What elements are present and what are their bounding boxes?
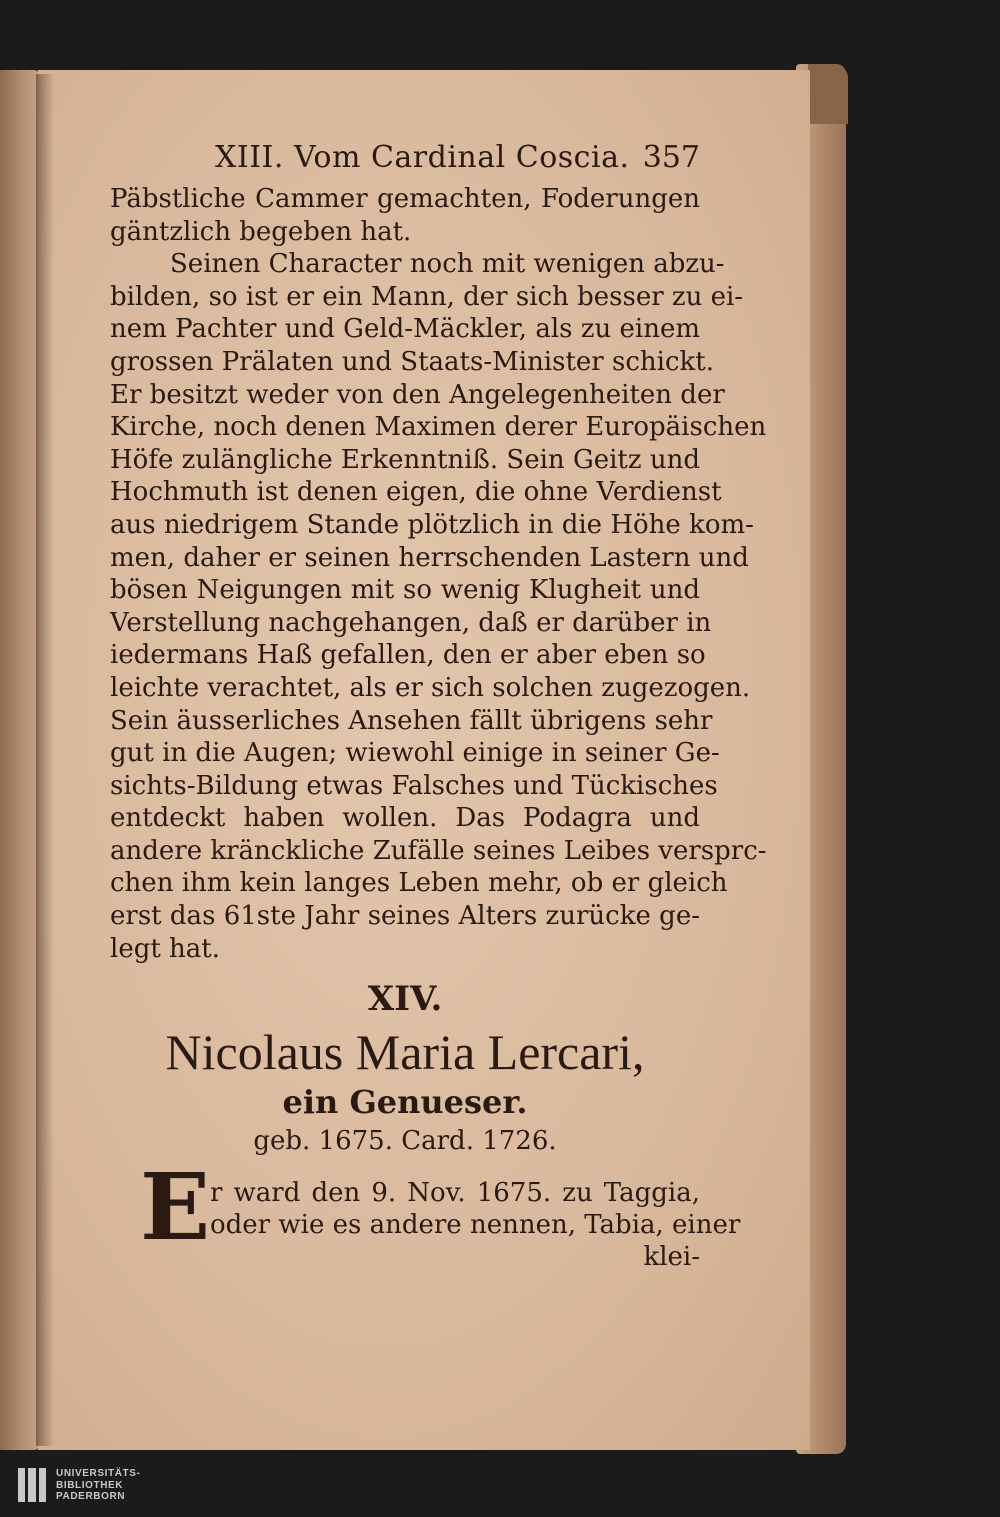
library-name-line: PADERBORN — [56, 1491, 126, 1502]
text-line: legt hat. — [110, 933, 221, 964]
text-line: chen ihm kein langes Leben mehr, ob er gleich — [110, 868, 728, 899]
library-logo-text — [56, 1468, 140, 1503]
section-heading: Nicolaus Maria Lercari, — [165, 1024, 645, 1081]
catchword-text: klei- — [643, 1242, 700, 1273]
library-name-line: UNIVERSITÄTS- — [56, 1468, 141, 1479]
text-line: entdeckt haben wollen. Das Podagra und — [110, 803, 700, 834]
text-line: men, daher er seinen herrschenden Lastern und — [110, 542, 749, 573]
spine-shadow — [36, 74, 54, 1446]
text-line: grossen Prälaten und Staats-Minister schickt. — [110, 346, 714, 377]
text-line: iedermans Haß gefallen, den er aber eben so — [110, 640, 706, 671]
text-line: oder wie es andere nennen, Tabia, einer — [210, 1210, 741, 1241]
text-line: nem Pachter und Geld-Mäckler, als zu einem — [110, 314, 700, 345]
text-line: aus niedrigem Stande plötzlich in die Höhe kom- — [110, 509, 754, 540]
text-line: Verstellung nachgehangen, daß er darüber in — [110, 607, 712, 638]
text-line: Hochmuth ist denen eigen, die ohne Verdienst — [110, 477, 722, 508]
text-line: gut in die Augen; wiewohl einige in seiner Ge- — [110, 738, 720, 769]
text-line: gäntzlich begeben hat. — [110, 216, 412, 247]
section-subtitle: ein Genueser. — [282, 1083, 528, 1122]
drop-cap: E — [140, 1153, 211, 1262]
text-line: erst das 61ste Jahr seines Alters zurücke ge- — [110, 901, 700, 932]
text-line: bilden, so ist er ein Mann, der sich besser zu ei- — [110, 281, 744, 312]
library-name-line: BIBLIOTHEK — [56, 1479, 124, 1491]
text-line: Päbstliche Cammer gemachten, Foderungen — [110, 184, 700, 214]
text-line: Sein äusserliches Ansehen fällt übrigens sehr — [110, 705, 713, 736]
binding-corner — [808, 64, 848, 124]
text-line: sichts-Bildung etwas Falsches und Tückisches — [110, 770, 718, 801]
left-page-edge — [0, 70, 40, 1450]
library-logo — [18, 1468, 140, 1503]
section-dates: geb. 1675. Card. 1726. — [253, 1126, 557, 1157]
text-line: leichte verachtet, als er sich solchen zugezogen. — [110, 672, 751, 703]
page-text — [110, 140, 767, 1275]
text-line: Höfe zulängliche Erkenntniß. Sein Geitz und — [110, 444, 700, 475]
text-line: andere kränckliche Zufälle seines Leibes versprc- — [110, 835, 767, 866]
library-logo-icon — [18, 1468, 46, 1502]
text-line: Seinen Character noch mit wenigen abzu- — [170, 249, 725, 280]
page-number: 357 — [642, 140, 700, 175]
opening-paragraph — [110, 1153, 741, 1275]
text-line: Kirche, noch denen Maximen derer Europäischen — [110, 412, 767, 443]
section-number: XIV. — [367, 979, 443, 1020]
text-line: r ward den 9. Nov. 1675. zu Taggia, — [210, 1178, 700, 1209]
running-head-title: XIII. Vom Cardinal Coscia. — [215, 140, 630, 175]
text-line: Er besitzt weder von den Angelegenheiten der — [110, 379, 725, 410]
running-head — [110, 140, 700, 175]
text-line: bösen Neigungen mit so wenig Klugheit und — [110, 575, 700, 606]
